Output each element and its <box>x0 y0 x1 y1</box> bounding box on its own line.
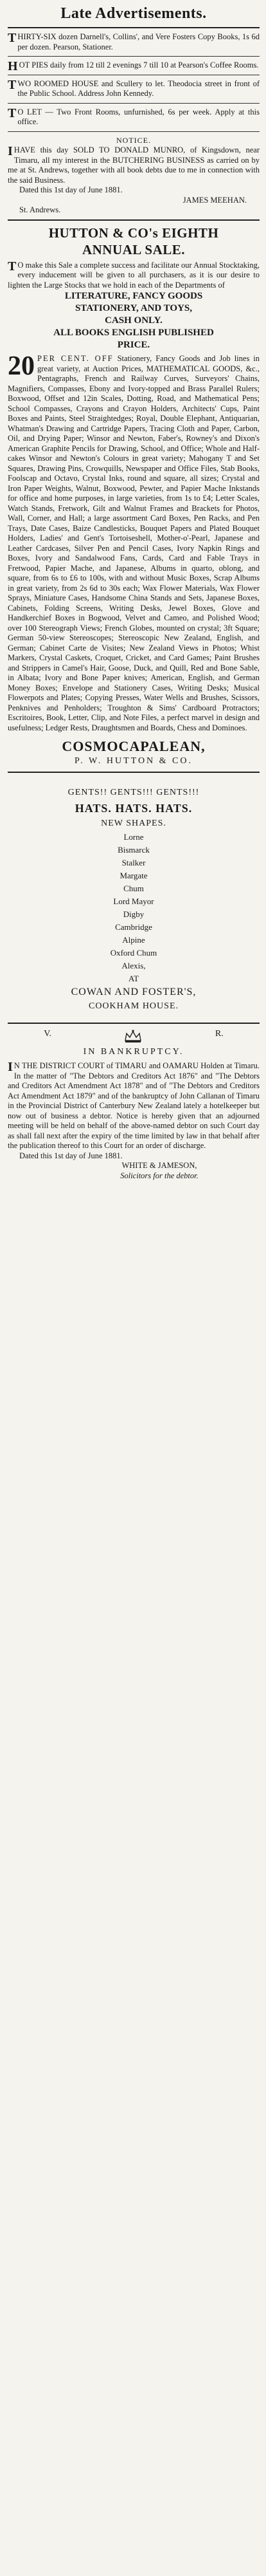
hutton-brand: COSMOCAPALEAN, <box>62 738 206 754</box>
hats-location: COOKHAM HOUSE. <box>88 1001 179 1011</box>
bankruptcy-for: Solicitors for the debtor. <box>120 1171 199 1180</box>
crown-icon <box>123 1029 143 1043</box>
hat-shape-list <box>8 831 260 972</box>
dropcap: I <box>8 144 13 158</box>
divider <box>8 27 260 28</box>
notice-dated: Dated this 1st day of June 1881. <box>19 185 123 194</box>
ad-text: O LET — Two Front Rooms, unfurnished, 6s per week. Apply at this office. <box>17 107 260 126</box>
notice-signature: JAMES MEEHAN. <box>182 195 247 205</box>
ad-text: HIRTY-SIX dozen Darnell's, Collins', and Vere Fosters Copy Books, 1s 6d per dozen. Pearson, Stationer. <box>17 32 260 51</box>
hats-shop: COWAN AND FOSTER'S, <box>71 987 197 997</box>
dropcap: T <box>8 106 17 120</box>
list-item: Stalker <box>121 858 146 867</box>
bankruptcy-dated: Dated this 1st day of June 1881. <box>19 1151 123 1160</box>
list-item: Oxford Chum <box>110 948 157 958</box>
divider <box>8 772 260 773</box>
dropcap: T <box>8 77 17 92</box>
hutton-heading: HUTTON & CO's EIGHTH <box>48 225 219 241</box>
divider <box>8 219 260 221</box>
divider <box>8 1023 260 1024</box>
dropcap: I <box>8 1060 13 1074</box>
page-title: Late Advertisements. <box>60 5 207 22</box>
hutton-subheading: ANNUAL SALE. <box>82 241 186 257</box>
list-item: Lord Mayor <box>113 896 154 906</box>
dropcap: T <box>8 31 17 45</box>
list-item: Bismarck <box>118 845 150 855</box>
hats-gents: GENTS!! GENTS!!! GENTS!!! <box>67 788 200 797</box>
divider <box>8 103 260 104</box>
ad-hot-pies <box>8 60 260 71</box>
ad-text: OT PIES daily from 12 till 2 evenings 7 till 10 at Pearson's Coffee Rooms. <box>19 60 259 69</box>
hutton-body: Stationery, Fancy Goods and Job lines in great variety, at Auction Prices, MATHEMATICAL GOODS, &c., Pentagraphs, French and Railway Curves, Surveyors' Chains, Magnifiers, Compasses, Ebony and Ivory-topped and Brass Parallel Rulers; Boxwood, Offset and 12in Scales, Dotting, Road, and Mathematical Pens; School Compasses, Crayons and Crayon Holders, Architects' Cups, Paint Boxes and Paints, Steel Straightedges; Royal, Double Elephant, Antiquarian, Whatman's Drawing and Cartridge Papers, Tracing Cloth and Paper, Carbon, Oil, and Drying Paper; Winsor and Newton, Faber's, Rowney's and Dixon's American Graphite Pencils for Drawing, School, and Office; Whole and Half-cakes Winsor and Newton's Colours in great variety; Mahogany T and Set Squares, Drawing Pins, Crowquills, Newspaper and Office Files, Stab Books, Foolscap and Octavo, Crystal Inks, round and square, all sizes; Crystal and Iron Paper Weights, Walnut, Boxwood, Pewter, and Papier Mache Inkstands for office and home purposes, in large varieties, from 1s to £4; Letter Scales, Watch Stands, Fretwork, Gilt and Walnut Frames and Brackets for Photos, Wall, Corner, and Hall; a large assortment Card Boxes, Pen Racks, and Pen Trays, Date Cases, Baize Candlesticks, Bouquet Papers and Plated Bouquet Holders, Ladies' and Gent's Tortoiseshell, Mother-o'-Pearl, Japanese and Leather Cardcases, Silver Pen and Pencil Cases, Ivory Napkin Rings and Boxes, Ivory and Sandalwood Fans, Cards, Card and Fable Trays in Fretwood, Papier Mache, and Japanese, Albums in quarto, oblong, and square, from 6s to £6 to 100s, with and without Music Boxes, Scrap Albums in great variety, from 2s 6d to 30s each; Wax Flower Materials, Wax Flower Sprays, Miniature Cases, Handsome China Stands and Sets, Japanese Boxes, Cabinets, Folding Screens, Writing Desks, Jewel Boxes, Glove and Handkerchief Boxes in Bogwood, Velvet and Cameo, and Polished Wood; over 100 Stereograph Views; French Globes, mounted on crystal; 3ft Square; German 50-view Stereoscopes; Stereoscopic New Zealand, English, and German; Cabinet Carte de Visites; New Zealand Views in Photos; Whist Markers, Crystal Caskets, Croquet, Cricket, and Card Games; Paint Brushes and Strippers in Camel's Hair, Goose, Duck, and Quill, Red and Bone Sable, in Albata; Ivory and Bone Paper knives; American, English, and German Money Boxes; Envelope and Stationery Cases, Writing Desks; Musical Flowerpots and Plates; Copying Presses, Water Wells and Brushes, Scissors, Penknives and Penholders; Troughton & Sims' Cardboard Protractors; Escritoires, Book, Letter, Clip, and Note Files, a perfect marvel in design and usefulness; Ledger Rests, Draughtsmen and Boards, Chess and Dominoes. <box>8 354 260 732</box>
notice-text: HAVE this day SOLD TO DONALD MUNRO, of Kingsdown, near Timaru, all my interest in the BUTCHERING BUSINESS as carried on by me at St. Andrews, together with all book debts due to me in connection with the said Business. <box>8 145 260 185</box>
hutton-departments-1: LITERATURE, FANCY GOODS <box>64 291 203 301</box>
divider <box>8 131 260 132</box>
list-item: Alexis, <box>121 961 146 970</box>
bankruptcy-heading: IN BANKRUPTCY. <box>83 1047 184 1057</box>
notice-place: St. Andrews. <box>19 205 61 214</box>
cipher-r: R. <box>215 1029 224 1039</box>
list-item: Margate <box>120 871 148 880</box>
hats-new-shapes: NEW SHAPES. <box>101 819 166 828</box>
hats-ad <box>8 786 260 1014</box>
hutton-departments-2: STATIONERY, AND TOYS, <box>75 303 193 313</box>
hutton-books-1: ALL BOOKS ENGLISH PUBLISHED <box>53 328 214 338</box>
list-item: Digby <box>123 909 145 919</box>
bankruptcy-text: N THE DISTRICT COURT of TIMARU and OAMARU Holden at Timaru. In the matter of "The Debtors and Creditors Act 1876" and "The Debtors and Creditors Act Amendment Act 1878" and of "The Debtors and Creditors Act Amendment Act 1879" and of the bankruptcy of John Callanan of Timaru in the Provincial District of Canterbury New Zealand lately a hotelkeeper but now out of business a debtor. Notice is hereby given that an adjourned meeting will be held on behalf of the above-named debtor on such Court day as shall fall next after the expiry of the time limited by law in that behalf after the publication thereof to this Court for an order of discharge. <box>8 1061 260 1150</box>
hutton-intro: O make this Sale a complete success and facilitate our Annual Stocktaking, every inducement will be given to all purchasers, as it is our desire to lighten the Large Stocks that we hold in each of the Departments of <box>8 260 260 290</box>
ad-text: WO ROOMED HOUSE and Scullery to let. Theodocia street in front of the Public School. Address John Kennedy. <box>17 79 260 98</box>
dropcap: T <box>8 259 17 273</box>
dropcap: H <box>8 59 18 73</box>
list-item: Cambridge <box>115 922 152 932</box>
list-item: Chum <box>123 884 144 893</box>
percent-off: PER CENT. OFF <box>37 354 114 363</box>
hutton-books-2: PRICE. <box>117 340 150 350</box>
hats-heading: HATS. HATS. HATS. <box>75 802 193 815</box>
royal-cipher <box>8 1029 260 1043</box>
notice-sale <box>8 136 260 216</box>
hutton-firm: P. W. HUTTON & CO. <box>74 756 193 766</box>
divider <box>8 56 260 57</box>
bankruptcy-notice <box>8 1029 260 1181</box>
ad-to-let <box>8 107 260 127</box>
hats-at: AT <box>129 974 139 983</box>
hutton-sale-ad <box>8 225 260 768</box>
list-item: Lorne <box>123 832 144 842</box>
ad-house <box>8 79 260 99</box>
notice-title: NOTICE. <box>116 135 151 145</box>
bankruptcy-solicitors: WHITE & JAMESON, <box>121 1161 197 1170</box>
list-item: Alpine <box>122 935 145 945</box>
ad-copy-books <box>8 32 260 52</box>
cipher-v: V. <box>44 1029 52 1039</box>
twenty-percent: 20 <box>8 351 35 381</box>
hutton-cash: CASH ONLY. <box>105 315 163 326</box>
